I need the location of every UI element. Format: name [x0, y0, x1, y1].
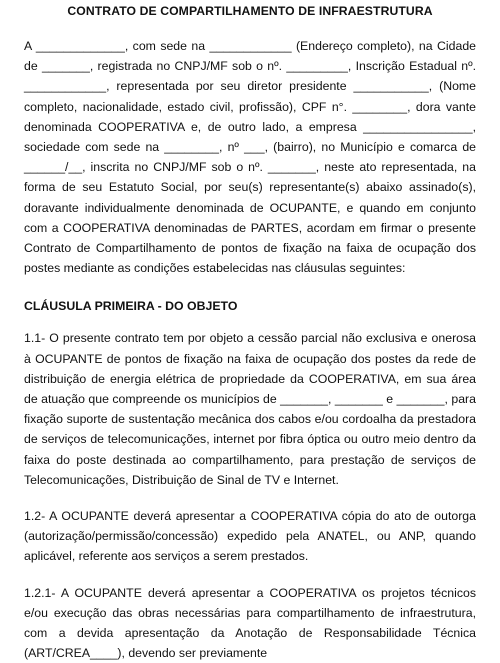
clause-1-heading: CLÁUSULA PRIMEIRA - DO OBJETO	[24, 299, 238, 314]
document-title: CONTRATO DE COMPARTILHAMENTO DE INFRAESTRUTURA	[67, 4, 433, 18]
clause-1-2-paragraph: 1.2- A OCUPANTE deverá apresentar a COOPERATIVA cópia do ato de outorga (autorização/permissão/concessão) expedido pela ANATEL, ou ANP, quando aplicável, referente aos serviços a serem prestados.	[24, 509, 476, 564]
clause-1-2-1-paragraph: 1.2.1- A OCUPANTE deverá apresentar a COOPERATIVA os projetos técnicos e/ou execução das obras necessárias para compartilhamento de infraestrutura, com a devida apresentação da Anotação de Responsabilidade Técnica (ART/CREA____), devendo ser previamente	[24, 585, 476, 661]
clause-1-1-paragraph: 1.1- O presente contrato tem por objeto a cessão parcial não exclusiva e onerosa à OCUPANTE de pontos de fixação na faixa de ocupação dos postes da rede de distribuição de energia elétrica de propriedade da COOPERATIVA, em sua área de atuação que compreende os municípios de _______, _______ e _______, para fixação suporte de sustentação mecânica dos cabos e/ou cordoalha da prestadora de serviços de telecomunicações, internet por fibra óptica ou outro meio dentro da faixa do poste destinada ao compartilhamento, para prestação de serviços de Telecomunicações, Distribuição de Sinal de TV e Internet.	[24, 331, 476, 487]
intro-paragraph: A _____________, com sede na ____________ (Endereço completo), na Cidade de _______, registrada no CNPJ/MF sob o nº. _________, Inscrição Estadual nº. ____________, representada por seu diretor presidente ___________, (Nome completo, nacionalidade, estado civil, profissão), CPF n°. ________, dora vante denominada COOPERATIVA e, de outro lado, a empresa ________________, sociedade com sede na ________, nº ___, (bairro), no Município e comarca de ______/__, inscrita no CNPJ/MF sob o nº. _______, neste ato representada, na forma de seu Estatuto Social, por seu(s) representante(s) abaixo assinado(s), doravante individualmente denominada de OCUPANTE, e quando em conjunto com a COOPERATIVA denominadas de PARTES, acordam em firmar o presente Contrato de Compartilhamento de pontos de fixação na faixa de ocupação dos postes mediante as condições estabelecidas nas cláusulas seguintes:	[24, 39, 476, 276]
